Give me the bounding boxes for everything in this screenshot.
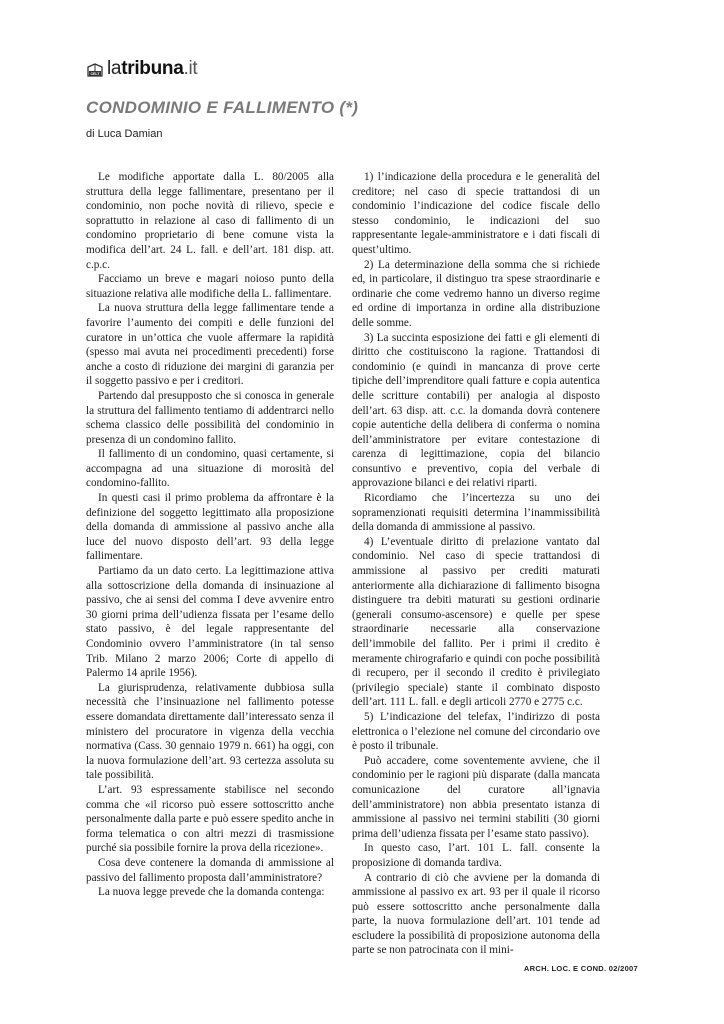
paragraph: 3) La succinta esposizione dei fatti e gli elementi di diritto che costituiscono la ragione. Trattandosi di condominio (e quindi in mancanza di prove certe tipiche dell’imprenditore quali fatture e copia autentica delle scritture contabili) per analogia al disposto dell’art. 63 disp. att. c.c. la domanda dovrà contenere copie autentiche della delibera di conferma o nomina dell’amministratore per evitare contestazione di carenza di legittimazione, copia del bilancio consuntivo e preventivo, copia del verbale di approvazione bilanci e dei relativi riparti.	[352, 331, 600, 490]
logo-brand: tribuna	[121, 58, 184, 79]
paragraph: Partendo dal presupposto che si conosca in generale la struttura del fallimento tentiamo di addentrarci nello schema classico delle possibilità del condominio in presenza di un condomino fallito.	[86, 389, 334, 446]
paragraph: 1) l’indicazione della procedura e le generalità del creditore; nel caso di specie trattandosi di un condominio l’indicazione del codice fiscale dello stesso condominio, le indicazioni del suo rappresentante legale-amministratore e i dati fiscali di quest’ultimo.	[352, 171, 600, 256]
paragraph: Può accadere, come soventemente avviene, che il condominio per le ragioni più disparate (dalla mancata comunicazione del curatore all’ignavia dell’amministratore) non abbia presentato istanza di ammissione al passivo nei termini stabiliti (30 giorni prima dell’udienza fissata per l’esame stato passivo).	[352, 754, 600, 840]
site-logo[interactable]	[86, 58, 197, 80]
left-column	[86, 170, 334, 900]
paragraph: Facciamo un breve e magari noioso punto della situazione relativa alle modifiche della L. fallimentare.	[86, 273, 334, 300]
paragraph: La giurisprudenza, relativamente dubbiosa sulla necessità che l’insinuazione nel fallimento potesse essere domandata direttamente dall’interessato senza il ministero del procuratore in vigenza della vecchia normativa (Cass. 30 gennaio 1979 n. 661) ha oggi, con la nuova formulazione dell’art. 93 certezza assoluta su tale possibilità.	[86, 681, 334, 782]
paragraph: In questo caso, l’art. 101 L. fall. consente la proposizione di domanda tardiva.	[352, 842, 600, 869]
paragraph: In questi casi il primo problema da affrontare è la definizione del soggetto legittimato alla proposizione della domanda di ammissione al passivo anche alla luce del nuovo disposto dell’art. 93 della legge fallimentare.	[86, 492, 334, 563]
paragraph: 5) L’indicazione del telefax, l’indirizzo di posta elettronica o l’elezione nel comune del circondario ove è posto il tribunale.	[352, 710, 600, 753]
paragraph: Il fallimento di un condomino, quasi certamente, si accompagna ad una situazione di morosità del condomino-fallito.	[86, 448, 334, 490]
paragraph: L’art. 93 espressamente stabilisce nel secondo comma che «il ricorso può essere sottoscritto anche personalmente dalla parte e può essere spedito anche in forma telematica o con altri mezzi di trasmissione purché sia possibile fornire la prova della ricezione».	[86, 783, 334, 855]
paragraph: Le modifiche apportate dalla L. 80/2005 alla struttura della legge fallimentare, presentano per il condominio, non poche novità di rilievo, specie e soprattutto in relazione al caso di fallimento di un condomino proprietario di bene comune vista la modifica dell’art. 24 L. fall. e dell’art. 181 disp. att. c.p.c.	[86, 171, 334, 271]
paragraph: La nuova legge prevede che la domanda contenga:	[98, 886, 325, 899]
logo-text	[107, 58, 197, 80]
article-author: di Luca Damian	[86, 128, 163, 140]
paragraph: Partiamo da un dato certo. La legittimazione attiva alla sottoscrizione della domanda di insinuazione al passivo, che ai sensi del comma I deve avvenire entro 30 giorni prima dell’udienza fissata per l’esame dello stato passivo, è del legale rappresentante del Condominio ovvero l’amministratore (in tal senso Trib. Milano 2 marzo 2006; Corte di appello di Palermo 14 aprile 1956).	[86, 565, 334, 680]
paragraph: 2) La determinazione della somma che si richiede ed, in particolare, il distinguo tra spese straordinarie e ordinarie che come vedremo hanno un diverso regime ed ordine di importanza in ordine alla distribuzione delle somme.	[352, 258, 600, 329]
page-footer-citation: ARCH. LOC. E COND. 02/2007	[523, 964, 638, 973]
article-title: CONDOMINIO E FALLIMENTO (*)	[86, 98, 359, 117]
paragraph: 4) L’eventuale diritto di prelazione vantato dal condominio. Nel caso di specie trattandosi di ammissione al passivo per crediti maturati anteriormente alla dichiarazione di fallimento bisogna distinguere tra debiti maturati su gestioni ordinarie (generali consumo-ascensore) e quelle per spese straordinarie necessarie alla conservazione dell’immobile del fallito. Per i primi il credito è meramente chirografario e quindi con poche possibilità di recupero, per il secondo il credito è privilegiato (privilegio speciale) stante il combinato disposto dell’art. 111 L. fall. e degli articoli 2770 e 2775 c.c.	[352, 535, 600, 709]
paragraph: La nuova struttura della legge fallimentare tende a favorire l’aumento dei compiti e delle funzioni del curatore in un’ottica che vuole affermare la rapidità (spesso mai avuta nei procedimenti precedenti) forse anche a costo di riduzione dei margini di garanzia per il soggetto passivo e per i creditori.	[86, 302, 334, 388]
paragraph: Ricordiamo che l’incertezza su uno dei sopramenzionati requisiti determina l’inammissibilità della domanda di ammissione al passivo.	[352, 492, 600, 534]
logo-prefix: la	[107, 58, 122, 79]
paragraph: A contrario di ciò che avviene per la domanda di ammissione al passivo ex art. 93 per il quale il ricorso può essere sottoscritto anche personalmente dalla parte, la nuova formulazione dell’art. 101 tende ad escludere la possibilità di proposizione autonoma della parte se non patrocinata con il mini-	[352, 871, 600, 957]
right-column	[352, 170, 600, 958]
paragraph: Cosa deve contenere la domanda di ammissione al passivo del fallimento proposta dall’amministratore?	[86, 856, 334, 884]
logo-icon-label: CELT	[90, 72, 100, 76]
book-icon	[86, 60, 104, 78]
logo-suffix: .it	[183, 58, 198, 79]
